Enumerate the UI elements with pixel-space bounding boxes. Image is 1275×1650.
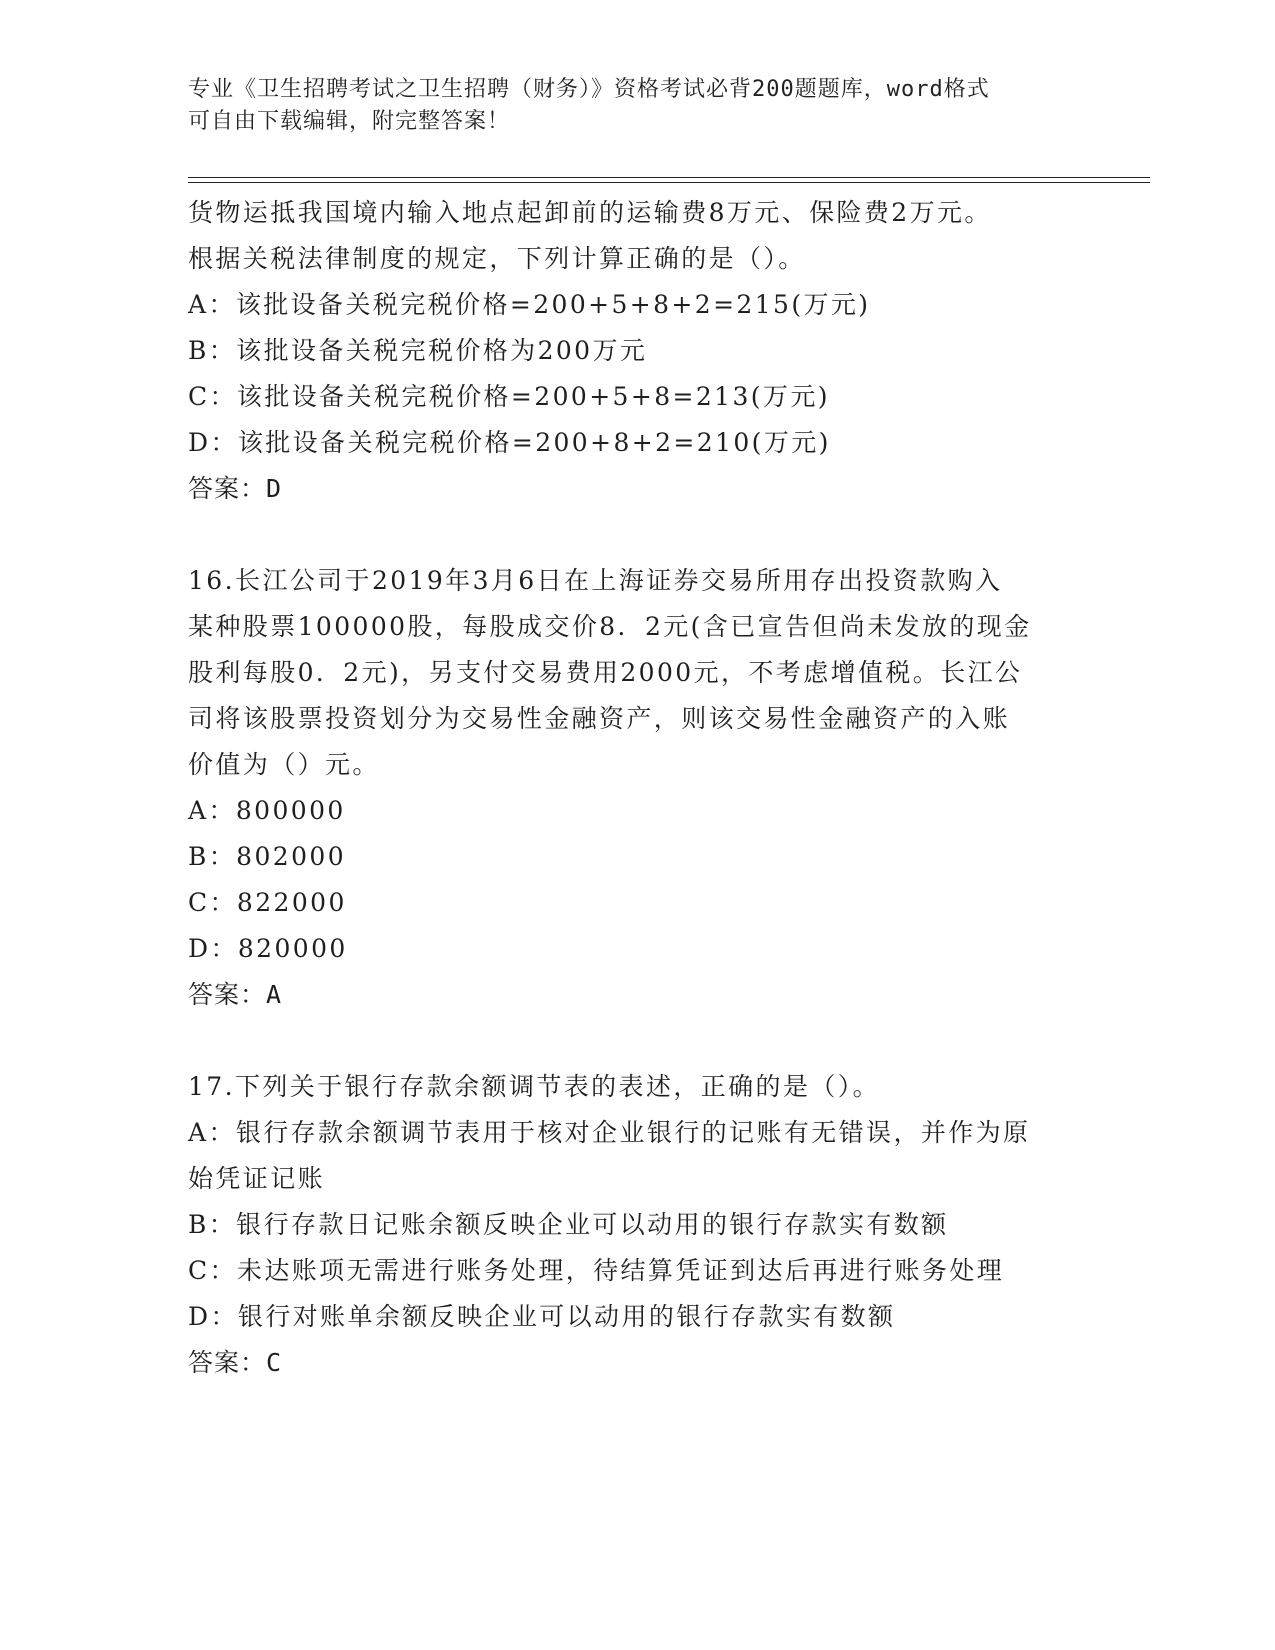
question-stem-line: 司将该股票投资划分为交易性金融资产，则该交易性金融资产的入账	[188, 704, 1011, 733]
option-b: B：802000	[188, 842, 347, 871]
option-d: D：银行对账单余额反映企业可以动用的银行存款实有数额	[188, 1302, 896, 1331]
question-16	[188, 558, 1088, 1018]
option-c: C：未达账项无需进行账务处理，待结算凭证到达后再进行账务处理	[188, 1256, 1005, 1285]
question-17	[188, 1064, 1088, 1386]
option-d: D：该批设备关税完税价格=200+8+2=210(万元)	[188, 428, 831, 457]
question-spacer	[188, 512, 1088, 558]
question-stem-line: 某种股票100000股，每股成交价8．2元(含已宣告但尚未发放的现金	[188, 612, 1032, 641]
option-a: A：该批设备关税完税价格=200+5+8+2=215(万元)	[188, 290, 871, 319]
option-a: A：800000	[188, 796, 346, 825]
answer-label: 答案：D	[188, 474, 283, 503]
question-stem-line: 16.长江公司于2019年3月6日在上海证券交易所用存出投资款购入	[188, 566, 1003, 595]
header-line-2: 可自由下载编辑，附完整答案！	[188, 109, 511, 134]
option-c: C：822000	[188, 888, 347, 917]
header-divider-bottom	[188, 182, 1150, 183]
header-line-1: 专业《卫生招聘考试之卫生招聘（财务）》资格考试必背200题题库，word格式	[188, 77, 990, 102]
question-stem-line: 股利每股0．2元)，另支付交易费用2000元，不考虑增值税。长江公	[188, 658, 1023, 687]
option-d: D：820000	[188, 934, 348, 963]
question-spacer	[188, 1018, 1088, 1064]
header-divider-top	[188, 177, 1150, 178]
option-b: B：该批设备关税完税价格为200万元	[188, 336, 648, 365]
question-list	[188, 190, 1088, 1386]
answer-label: 答案：C	[188, 1348, 283, 1377]
document-header	[188, 74, 1068, 138]
option-c: C：该批设备关税完税价格=200+5+8=213(万元)	[188, 382, 830, 411]
question-stem-line: 价值为（）元。	[188, 750, 380, 779]
option-a: A：银行存款余额调节表用于核对企业银行的记账有无错误，并作为原	[188, 1118, 1031, 1147]
option-b: B：银行存款日记账余额反映企业可以动用的银行存款实有数额	[188, 1210, 949, 1239]
option-a-continued: 始凭证记账	[188, 1164, 326, 1193]
question-stem-line: 17.下列关于银行存款余额调节表的表述，正确的是（）。	[188, 1072, 881, 1101]
question-15	[188, 190, 1088, 512]
answer-label: 答案：A	[188, 980, 283, 1009]
question-stem-line: 货物运抵我国境内输入地点起卸前的运输费8万元、保险费2万元。	[188, 198, 992, 227]
question-stem-line: 根据关税法律制度的规定，下列计算正确的是（）。	[188, 244, 806, 273]
